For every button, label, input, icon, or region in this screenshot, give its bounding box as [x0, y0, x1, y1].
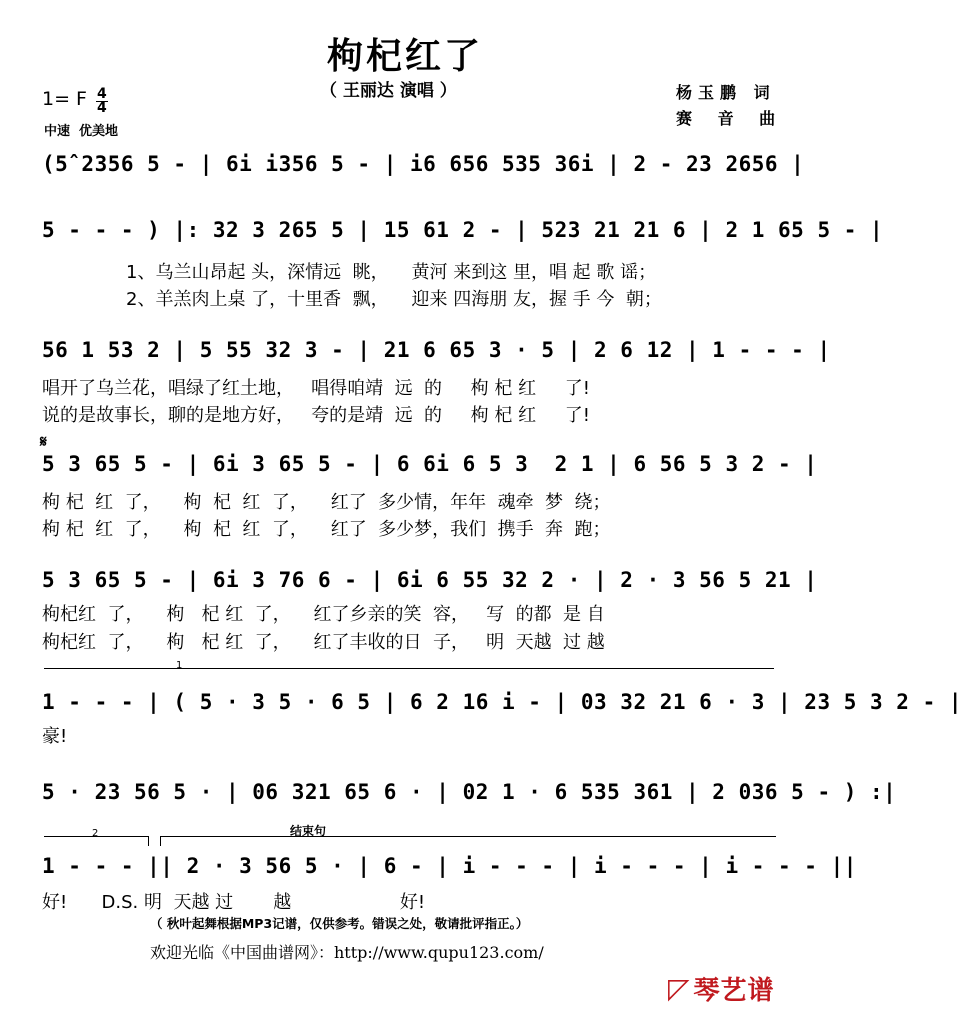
score-row-3: 56 1 53 2 | 5 55 32 3 - | 21 6 65 3 · 5 | 2 6 12 | 1 - - - | — [42, 338, 831, 362]
site-logo — [668, 970, 775, 1007]
page-title: 枸杞红了 — [326, 36, 483, 77]
time-signature — [96, 88, 108, 115]
lyric-row-2b: 说的是故事长，聊的是地方好， 夸的是靖 远 的 枸 杞 红 了! — [42, 405, 590, 426]
lyric-row-3a: 枸 杞 红 了， 枸 杞 红 了， 红了 多少情，年年 魂牵 梦 绕； — [42, 492, 611, 513]
lyricist-credit: 杨玉鹏 词 — [676, 83, 776, 102]
lyric-row-1b: 2、羊羔肉上桌 了，十里香 飘， 迎来 四海朋 友，握 手 今 朝； — [126, 289, 662, 310]
lyric-row-5: 豪! — [42, 726, 68, 747]
score-row-5: 5 3 65 5 - | 6i 3 76 6 - | 6i 6 55 32 2 · | 2 · 3 56 5 21 | — [42, 568, 818, 592]
lyric-row-4b: 枸杞红 了， 枸 杞 红 了， 红了丰收的日 子， 明 天越 过 越 — [42, 632, 605, 653]
score-row-2: 5 - - - ) |: 32 3 265 5 | 15 61 2 - | 523 21 21 6 | 2 1 65 5 - | — [42, 218, 884, 242]
ending-label: 结束句 — [290, 824, 327, 838]
time-numerator: 4 — [97, 86, 107, 102]
tempo-marking: 中速 优美地 — [44, 124, 119, 139]
score-row-1: (5̂ 2356 5 - | 6i i356 5 - | i6 656 535 36i | 2 - 23 2656 | — [42, 152, 805, 176]
volta-1-label: 1 — [176, 660, 183, 671]
volta-2-label: 2 — [92, 828, 99, 839]
ending-line — [160, 836, 776, 837]
website-banner: 欢迎光临《中国曲谱网》：http://www.qupu123.com/ — [150, 943, 544, 962]
composer-credit: 赛 音 曲 — [676, 109, 786, 128]
key-signature: 1= F — [42, 88, 87, 110]
lyric-row-2a: 唱开了乌兰花，唱绿了红土地， 唱得咱靖 远 的 枸 杞 红 了! — [42, 378, 590, 399]
lyric-row-6: 好! D.S. 明 天越 过 越 好! — [42, 892, 426, 913]
transcription-note: （ 秋叶起舞根据MP3记谱，仅供参考。错误之处，敬请批评指正。） — [150, 916, 529, 931]
volta-2-tick — [148, 836, 149, 846]
time-denominator: 4 — [97, 100, 107, 116]
ending-tick — [160, 836, 161, 846]
lyric-row-4a: 枸杞红 了， 枸 杞 红 了， 红了乡亲的笑 容， 写 的都 是 自 — [42, 604, 605, 625]
lyric-row-1a: 1、乌兰山昂起 头，深情远 眺， 黄河 来到这 里，唱 起 歌 谣； — [126, 262, 657, 283]
score-row-6: 1 - - - | ( 5 · 3 5 · 6 5 | 6 2 16 i - | 03 32 21 6 · 3 | 23 5 3 2 - | — [42, 690, 962, 714]
logo-text: 琴艺谱 — [693, 976, 775, 1006]
score-row-8: 1 - - - || 2 · 3 56 5 · | 6 - | i - - - | i - - - | i - - - || — [42, 854, 857, 878]
singer-credit: （ 王丽达 演唱 ） — [320, 81, 457, 101]
segno-icon: 𝄋 — [40, 432, 47, 451]
volta-1-line — [44, 668, 774, 669]
score-row-4: 5 3 65 5 - | 6i 3 65 5 - | 6 6i 6 5 3 2 1 | 6 56 5 3 2 - | — [42, 452, 818, 476]
logo-mark-icon: ◸ — [668, 972, 690, 1005]
lyric-row-3b: 枸 杞 红 了， 枸 杞 红 了， 红了 多少梦，我们 携手 奔 跑； — [42, 519, 611, 540]
score-row-7: 5 · 23 56 5 · | 06 321 65 6 · | 02 1 · 6 535 361 | 2 036 5 - ) :| — [42, 780, 897, 804]
